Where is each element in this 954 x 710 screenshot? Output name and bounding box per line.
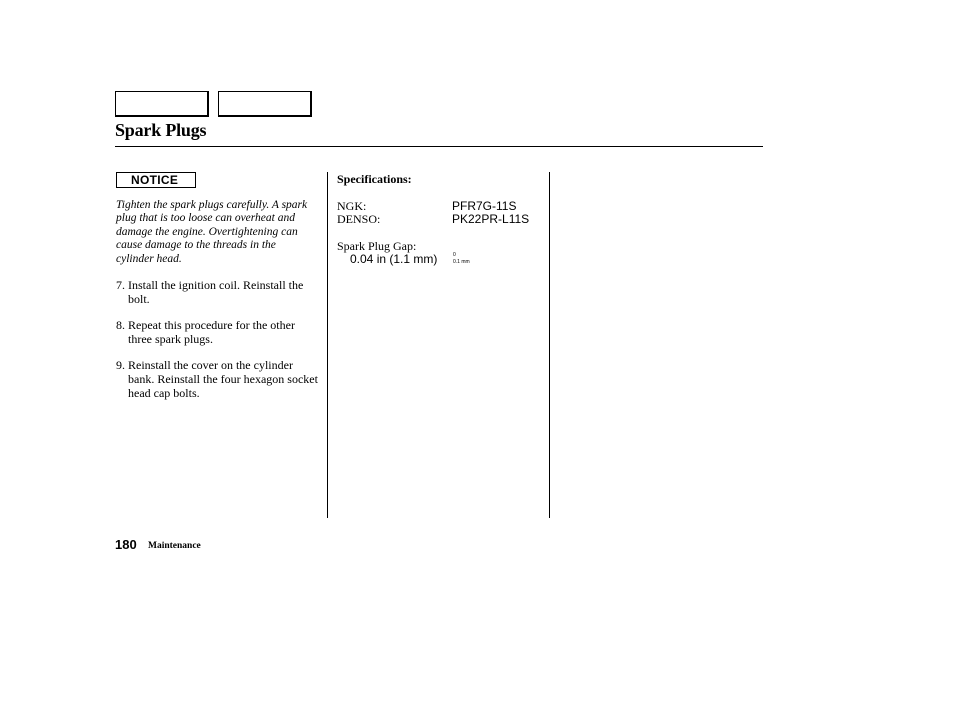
- header-tab-box-1: [115, 91, 209, 117]
- column-divider-2: [549, 172, 550, 518]
- step-text: Reinstall the cover on the cylinder bank. Reinstall the four hexagon socket head cap bolts.: [128, 358, 318, 400]
- notice-badge: NOTICE: [116, 172, 196, 188]
- section-name: Maintenance: [148, 541, 201, 551]
- gap-tolerance-top: 0: [453, 252, 456, 258]
- page-title: Spark Plugs: [115, 120, 207, 140]
- specifications-heading: Specifications:: [337, 172, 412, 186]
- step-8: [116, 318, 321, 346]
- title-rule: [115, 146, 763, 147]
- spark-plug-gap-label: Spark Plug Gap:: [337, 239, 417, 253]
- header-tab-box-2: [218, 91, 312, 117]
- column-divider-1: [327, 172, 328, 518]
- step-number: 7.: [116, 278, 125, 292]
- step-7: [116, 278, 321, 306]
- page-number: 180: [115, 537, 137, 552]
- gap-tolerance-bottom: 0.1 mm: [453, 259, 470, 265]
- step-number: 9.: [116, 358, 125, 372]
- notice-text: Tighten the spark plugs carefully. A spark plug that is too loose can overheat and damage the engine. Overtightening can cause damage to the threads in the cylinder head.: [116, 199, 308, 265]
- spec-brand-ngk: NGK:: [337, 199, 367, 213]
- spec-part-denso: PK22PR-L11S: [452, 212, 530, 226]
- spec-brand-denso: DENSO:: [337, 212, 381, 226]
- spec-part-ngk: PFR7G-11S: [452, 199, 517, 213]
- spark-plug-gap-value: 0.04 in (1.1 mm): [350, 252, 438, 266]
- step-9: [116, 358, 321, 400]
- step-text: Install the ignition coil. Reinstall the bolt.: [128, 278, 304, 306]
- step-number: 8.: [116, 318, 125, 332]
- step-text: Repeat this procedure for the other three spark plugs.: [128, 318, 295, 346]
